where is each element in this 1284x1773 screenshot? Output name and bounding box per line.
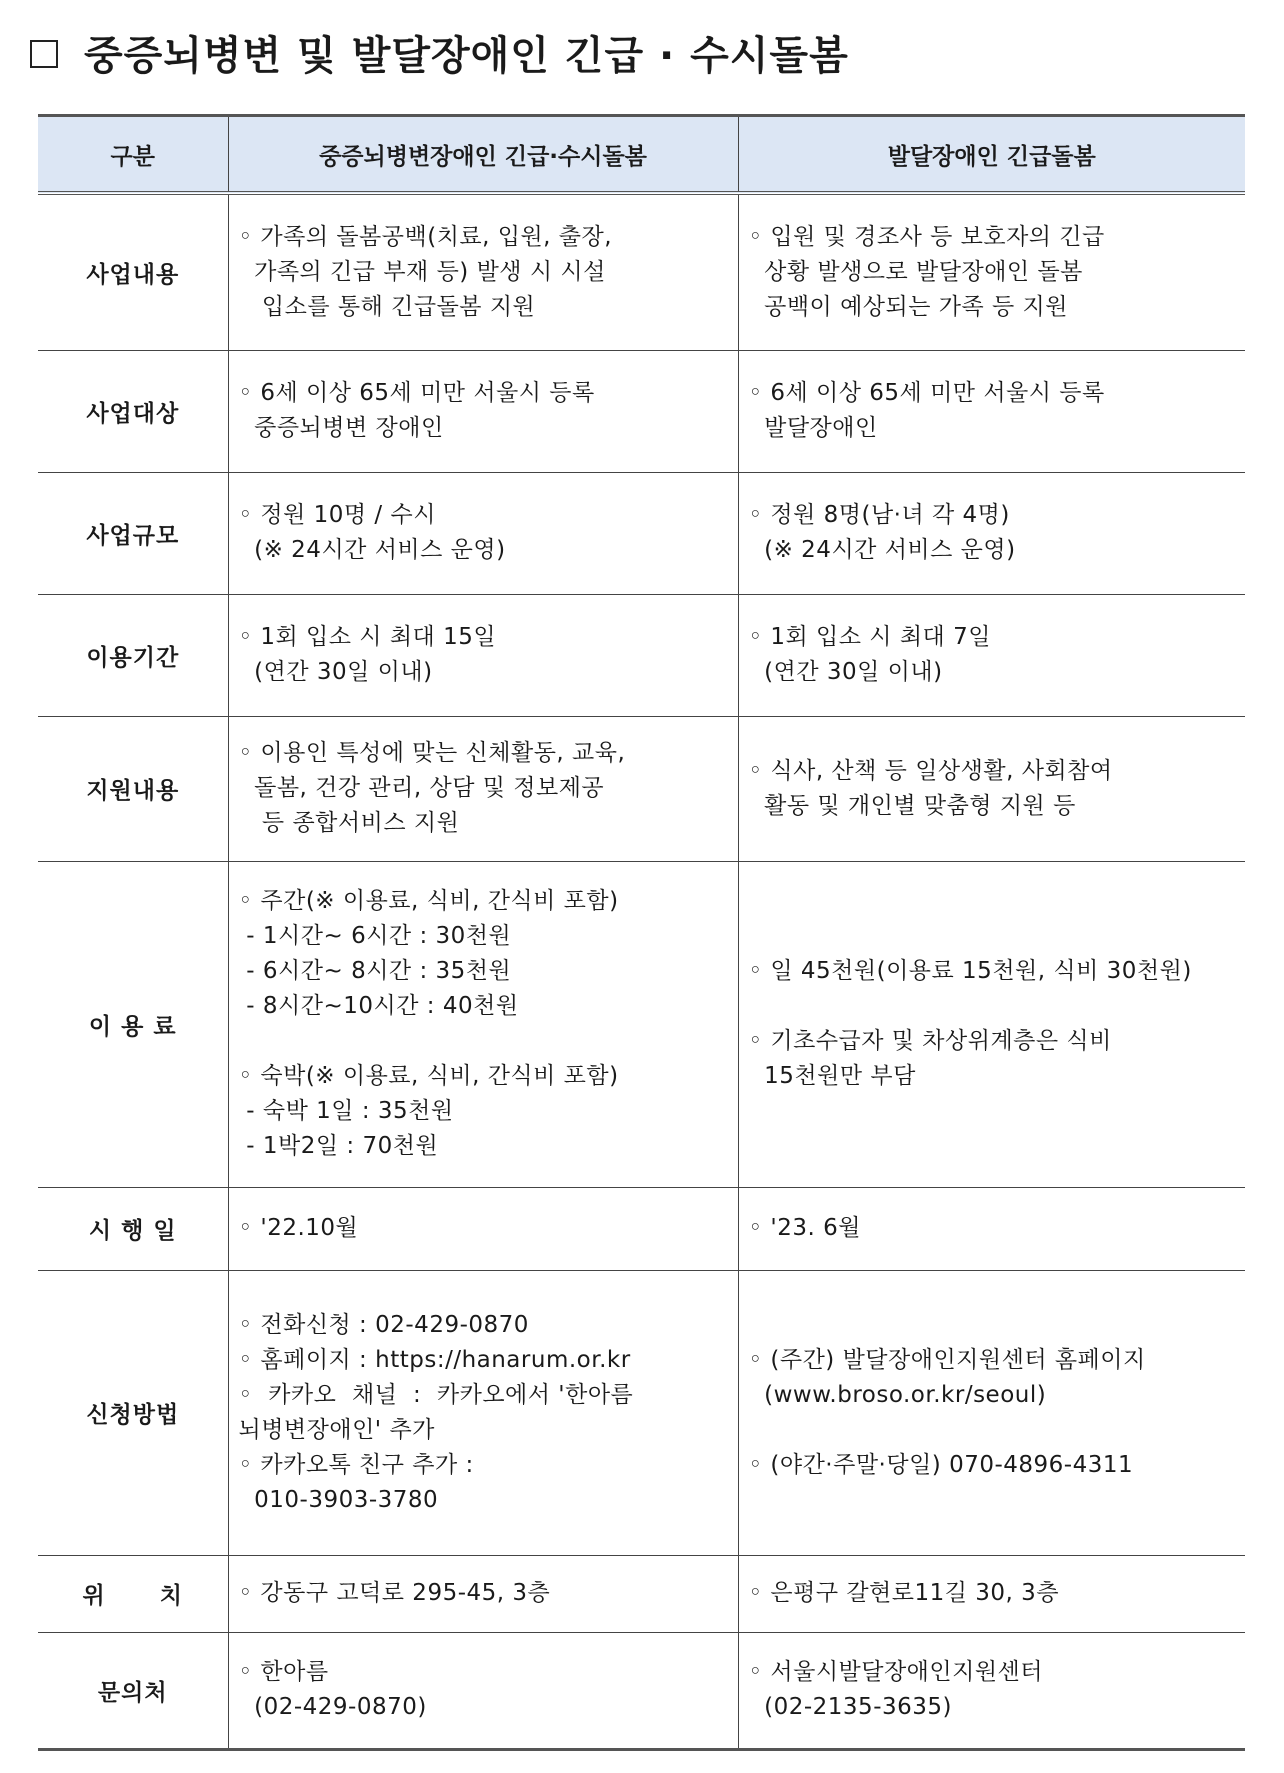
cell-line: 등 종합서비스 지원 bbox=[238, 810, 460, 836]
cell-line: (※ 24시간 서비스 운영) bbox=[748, 537, 1016, 563]
page-title-row bbox=[30, 22, 849, 82]
brain-lesion-cell bbox=[228, 193, 738, 350]
cell-line: ◦ 주간(※ 이용료, 식비, 간식비 포함) bbox=[238, 888, 619, 914]
cell-line: 15천원만 부담 bbox=[748, 1063, 916, 1089]
cell-line: (연간 30일 이내) bbox=[238, 659, 433, 685]
row-label: 신청방법 bbox=[38, 1270, 228, 1555]
cell-line: - 8시간~10시간 : 40천원 bbox=[238, 993, 519, 1019]
row-location bbox=[38, 1555, 1245, 1632]
row-label: 위 치 bbox=[38, 1555, 228, 1632]
cell-line: ◦ 이용인 특성에 맞는 신체활동, 교육, bbox=[238, 740, 626, 766]
cell-line: ◦ (야간·주말·당일) 070-4896-4311 bbox=[748, 1451, 1134, 1478]
cell-line: ◦ '23. 6월 bbox=[748, 1215, 861, 1241]
row-label: 지원내용 bbox=[38, 716, 228, 861]
cell-line: ◦ 가족의 돌봄공백(치료, 입원, 출장, bbox=[238, 223, 613, 250]
cell-line: ◦ 정원 8명(남·녀 각 4명) bbox=[748, 502, 1010, 528]
cell-line: 돌봄, 건강 관리, 상담 및 정보제공 bbox=[238, 775, 605, 801]
cell-line: 010-3903-3780 bbox=[238, 1486, 439, 1513]
checkbox-square-icon bbox=[30, 40, 58, 68]
developmental-cell bbox=[738, 716, 1245, 861]
cell-line: (02-2135-3635) bbox=[748, 1694, 952, 1720]
cell-line: ◦ 카카오 채널 : 카카오에서 '한아름 bbox=[238, 1381, 634, 1408]
row-label: 사업대상 bbox=[38, 350, 228, 472]
service-comparison-table bbox=[38, 114, 1245, 1751]
developmental-cell bbox=[738, 1632, 1245, 1749]
row-label: 이 용 료 bbox=[38, 861, 228, 1187]
cell-line: - 1박2일 : 70천원 bbox=[238, 1133, 439, 1159]
row-support-content bbox=[38, 716, 1245, 861]
row-target bbox=[38, 350, 1245, 472]
cell-line: ◦ 일 45천원(이용료 15천원, 식비 30천원) bbox=[748, 958, 1192, 984]
cell-line: ◦ 홈페이지 : https://hanarum.or.kr bbox=[238, 1346, 631, 1373]
cell-line: (※ 24시간 서비스 운영) bbox=[238, 537, 506, 563]
cell-line bbox=[239, 1024, 732, 1059]
cell-line: 상황 발생으로 발달장애인 돌봄 bbox=[748, 258, 1083, 285]
cell-line: 공백이 예상되는 가족 등 지원 bbox=[748, 293, 1068, 320]
cell-line: ◦ 6세 이상 65세 미만 서울시 등록 bbox=[238, 380, 595, 406]
cell-line: ◦ 은평구 갈현로11길 30, 3층 bbox=[748, 1580, 1060, 1606]
cell-line: (02-429-0870) bbox=[238, 1694, 427, 1720]
brain-lesion-cell bbox=[228, 1187, 738, 1270]
cell-line: - 6시간~ 8시간 : 35천원 bbox=[238, 958, 512, 984]
cell-line: ◦ 한아름 bbox=[238, 1659, 329, 1685]
cell-line: ◦ 카카오톡 친구 추가 : bbox=[238, 1451, 474, 1478]
developmental-cell bbox=[738, 594, 1245, 716]
brain-lesion-cell bbox=[228, 716, 738, 861]
cell-line: ◦ 식사, 산책 등 일상생활, 사회참여 bbox=[748, 757, 1113, 784]
row-label: 사업규모 bbox=[38, 472, 228, 594]
developmental-cell bbox=[738, 193, 1245, 350]
row-period bbox=[38, 594, 1245, 716]
cell-line: ◦ 기초수급자 및 차상위계층은 식비 bbox=[748, 1028, 1112, 1054]
cell-line: - 숙박 1일 : 35천원 bbox=[238, 1098, 454, 1124]
cell-line: 발달장애인 bbox=[748, 415, 878, 441]
developmental-cell bbox=[738, 1270, 1245, 1555]
developmental-cell bbox=[738, 472, 1245, 594]
cell-line: - 1시간~ 6시간 : 30천원 bbox=[238, 923, 512, 949]
header-category: 구분 bbox=[38, 116, 228, 194]
page-title: 중증뇌병변 및 발달장애인 긴급 · 수시돌봄 bbox=[84, 32, 849, 79]
cell-line: 중증뇌병변 장애인 bbox=[238, 415, 444, 441]
cell-line: ◦ 숙박(※ 이용료, 식비, 간식비 포함) bbox=[238, 1063, 619, 1089]
header-developmental-care: 발달장애인 긴급돌봄 bbox=[738, 116, 1245, 194]
developmental-cell bbox=[738, 350, 1245, 472]
cell-line: ◦ 강동구 고덕로 295-45, 3층 bbox=[238, 1580, 551, 1606]
row-scale bbox=[38, 472, 1245, 594]
row-application bbox=[38, 1270, 1245, 1555]
developmental-cell bbox=[738, 1187, 1245, 1270]
cell-line: ◦ (주간) 발달장애인지원센터 홈페이지 bbox=[748, 1346, 1146, 1373]
table-header-row bbox=[38, 116, 1245, 194]
row-fee bbox=[38, 861, 1245, 1187]
brain-lesion-cell bbox=[228, 1270, 738, 1555]
brain-lesion-cell bbox=[228, 472, 738, 594]
cell-line: 뇌병변장애인' 추가 bbox=[238, 1416, 435, 1443]
cell-line: ◦ 전화신청 : 02-429-0870 bbox=[238, 1311, 529, 1338]
brain-lesion-cell bbox=[228, 1555, 738, 1632]
brain-lesion-cell bbox=[228, 350, 738, 472]
brain-lesion-cell bbox=[228, 594, 738, 716]
cell-line: ◦ 정원 10명 / 수시 bbox=[238, 502, 436, 528]
row-start-date bbox=[38, 1187, 1245, 1270]
developmental-cell bbox=[738, 861, 1245, 1187]
row-label: 사업내용 bbox=[38, 193, 228, 350]
cell-line bbox=[749, 989, 1240, 1024]
cell-line: 활동 및 개인별 맞춤형 지원 등 bbox=[748, 792, 1076, 819]
cell-line: ◦ '22.10월 bbox=[238, 1215, 359, 1241]
cell-line: 가족의 긴급 부재 등) 발생 시 시설 bbox=[238, 258, 606, 285]
row-contact bbox=[38, 1632, 1245, 1749]
cell-line: 입소를 통해 긴급돌봄 지원 bbox=[238, 293, 536, 320]
row-business-content bbox=[38, 193, 1245, 350]
brain-lesion-cell bbox=[228, 861, 738, 1187]
row-label: 문의처 bbox=[38, 1632, 228, 1749]
header-brain-lesion-care: 중증뇌병변장애인 긴급·수시돌봄 bbox=[228, 116, 738, 194]
cell-line: ◦ 6세 이상 65세 미만 서울시 등록 bbox=[748, 380, 1105, 406]
cell-line: (연간 30일 이내) bbox=[748, 659, 943, 685]
row-label: 이용기간 bbox=[38, 594, 228, 716]
developmental-cell bbox=[738, 1555, 1245, 1632]
cell-line: ◦ 서울시발달장애인지원센터 bbox=[748, 1659, 1043, 1685]
cell-line: ◦ 1회 입소 시 최대 15일 bbox=[238, 624, 497, 650]
row-label: 시 행 일 bbox=[38, 1187, 228, 1270]
cell-line bbox=[749, 1413, 1240, 1448]
cell-line: (www.broso.or.kr/seoul) bbox=[748, 1381, 1047, 1408]
cell-line: ◦ 1회 입소 시 최대 7일 bbox=[748, 624, 991, 650]
cell-line: ◦ 입원 및 경조사 등 보호자의 긴급 bbox=[748, 223, 1105, 250]
brain-lesion-cell bbox=[228, 1632, 738, 1749]
